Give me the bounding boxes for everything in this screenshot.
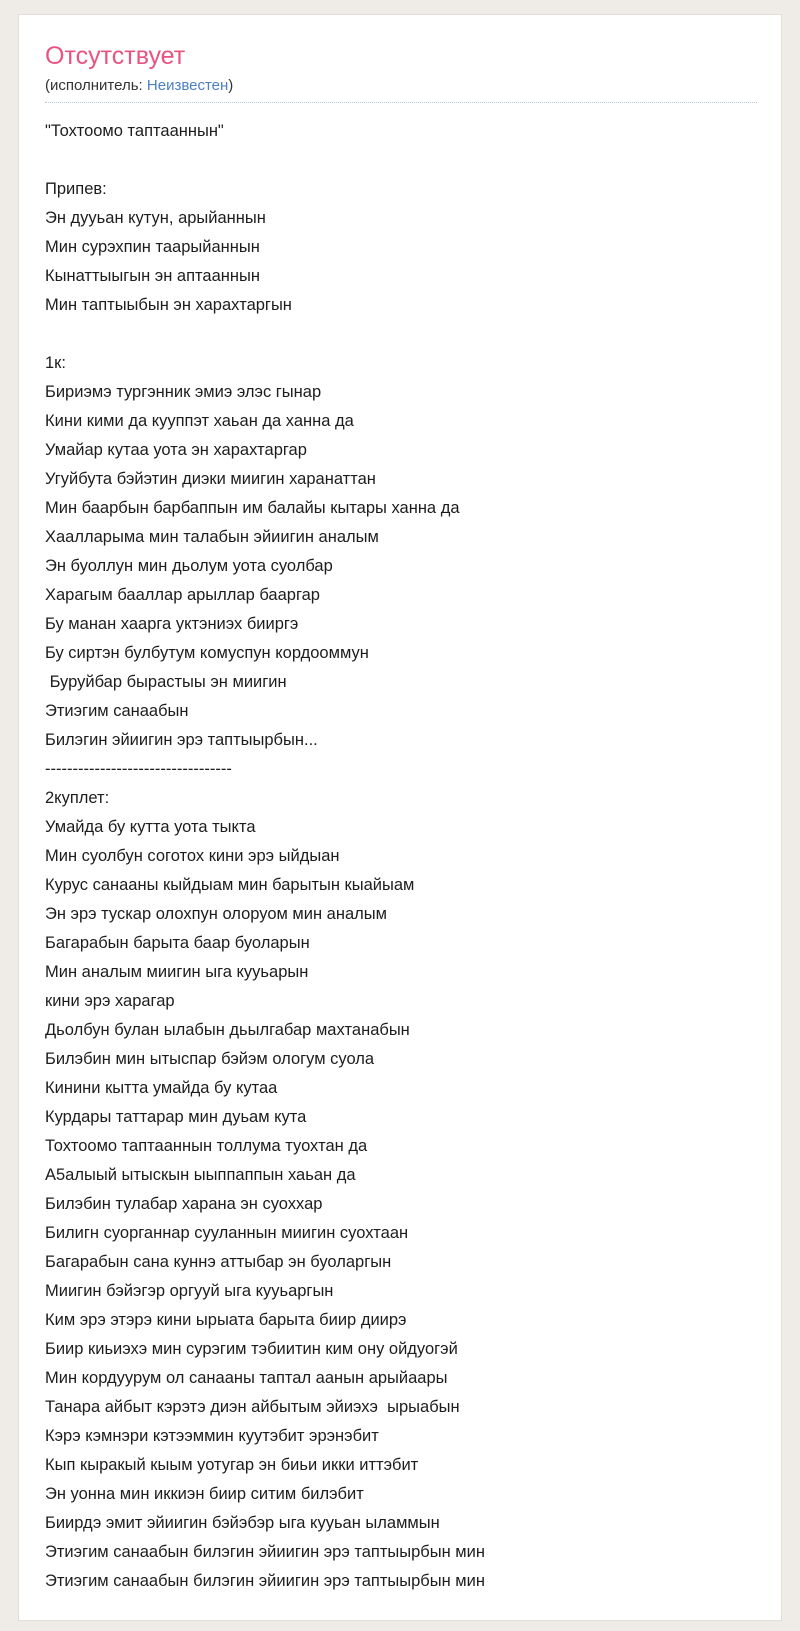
lyrics-line: Эн буоллун мин дьолум уота суолбар <box>45 556 333 575</box>
lyrics-text <box>45 117 757 1596</box>
lyrics-line: Танара айбыт кэрэтэ диэн айбытым эйиэхэ ырыабын <box>45 1397 460 1416</box>
lyrics-line: Билэбин мин ытыспар бэйэм ологум суола <box>45 1049 375 1068</box>
lyrics-line: Кып кыракый кыым уотугар эн биьи икки иттэбит <box>45 1455 419 1474</box>
lyrics-line: Этиэгим санаабын билэгин эйиигин эрэ таптыырбын мин <box>45 1571 485 1590</box>
lyrics-line: Багарабын сана куннэ аттыбар эн буоларгын <box>45 1252 392 1271</box>
lyrics-line: Этиэгим санаабын билэгин эйиигин эрэ таптыырбын мин <box>45 1542 485 1561</box>
lyrics-line: Кинини кытта умайда бу кутаа <box>45 1078 278 1097</box>
lyrics-line: Курдары таттарар мин дуьам кута <box>45 1107 307 1126</box>
lyrics-line: Мин сурэхпин таарыйаннын <box>45 237 260 256</box>
lyrics-line: Припев: <box>45 179 107 198</box>
artist-link[interactable]: Неизвестен <box>146 76 229 94</box>
lyrics-line: Билэгин эйиигин эрэ таптыырбын... <box>45 730 318 749</box>
lyrics-line: 1к: <box>45 353 66 372</box>
artist-line <box>45 77 757 103</box>
lyrics-line: Миигин бэйэгэр оргууй ыга кууьаргын <box>45 1281 334 1300</box>
artist-suffix-label: ) <box>228 76 234 94</box>
lyrics-line: Багарабын барыта баар буоларын <box>45 933 310 952</box>
lyrics-line: ---------------------------------- <box>45 759 232 778</box>
lyrics-line: Кини кими да кууппэт хаьан да ханна да <box>45 411 354 430</box>
lyrics-line: Мин баарбын барбаппын им балайы кытары ханна да <box>45 498 460 517</box>
lyrics-line: Этиэгим санаабын <box>45 701 189 720</box>
lyrics-line: Мин кордуурум ол санааны таптал аанын арыйаары <box>45 1368 448 1387</box>
artist-prefix-label: (исполнитель: <box>45 76 143 94</box>
lyrics-line: Биир киьиэхэ мин сурэгим тэбиитин ким ону ойдуогэй <box>45 1339 458 1358</box>
lyrics-line: Мин суолбун соготох кини эрэ ыйдыан <box>45 846 340 865</box>
lyrics-line: Буруйбар бырастыы эн миигин <box>45 672 287 691</box>
lyrics-line: кини эрэ харагар <box>45 991 175 1010</box>
page-title: Отсутствует <box>45 42 186 70</box>
lyrics-line: Мин таптыыбын эн харахтаргын <box>45 295 292 314</box>
lyrics-line: Угуйбута бэйэтин диэки миигин харанаттан <box>45 469 376 488</box>
lyrics-line: Эн уонна мин иккиэн биир ситим билэбит <box>45 1484 364 1503</box>
lyrics-line: А5алыый ытыскын ыыппаппын хаьан да <box>45 1165 356 1184</box>
lyrics-line: Кэрэ кэмнэри кэтээммин куутэбит эрэнэбит <box>45 1426 379 1445</box>
lyrics-line: Умайда бу кутта уота тыкта <box>45 817 256 836</box>
lyrics-line: Билигн суорганнар сууланнын миигин суохтаан <box>45 1223 409 1242</box>
lyrics-line: Хаалларыма мин талабын эйиигин аналым <box>45 527 379 546</box>
lyrics-sheet <box>18 14 782 1621</box>
lyrics-line: Бу манан хаарга уктэниэх бииргэ <box>45 614 299 633</box>
lyrics-line <box>45 320 757 349</box>
lyrics-line: Дьолбун булан ылабын дьылгабар махтанабын <box>45 1020 410 1039</box>
lyrics-line: Мин аналым миигин ыга кууьарын <box>45 962 309 981</box>
lyrics-line: Кынаттыыгын эн аптааннын <box>45 266 260 285</box>
lyrics-line <box>45 146 757 175</box>
lyrics-line: Билэбин тулабар харана эн суоххар <box>45 1194 323 1213</box>
lyrics-line: Эн эрэ тускар олохпун олоруом мин аналым <box>45 904 387 923</box>
lyrics-line: Бириэмэ тургэнник эмиэ элэс гынар <box>45 382 322 401</box>
lyrics-line: Ким эрэ этэрэ кини ырыата барыта биир диирэ <box>45 1310 407 1329</box>
lyrics-line: Эн дууьан кутун, арыйаннын <box>45 208 266 227</box>
lyrics-line: Умайар кутаа уота эн харахтаргар <box>45 440 307 459</box>
lyrics-line: "Тохтоомо таптааннын" <box>45 121 224 140</box>
lyrics-line: Харагым бааллар арыллар бааргар <box>45 585 320 604</box>
lyrics-line: Бу сиртэн булбутум комуспун кордооммун <box>45 643 369 662</box>
lyrics-line: 2куплет: <box>45 788 110 807</box>
lyrics-line: Биирдэ эмит эйиигин бэйэбэр ыга кууьан ыламмын <box>45 1513 440 1532</box>
lyrics-line: Тохтоомо таптааннын толлума туохтан да <box>45 1136 368 1155</box>
lyrics-line: Курус санааны кыйдыам мин барытын кыайыам <box>45 875 415 894</box>
